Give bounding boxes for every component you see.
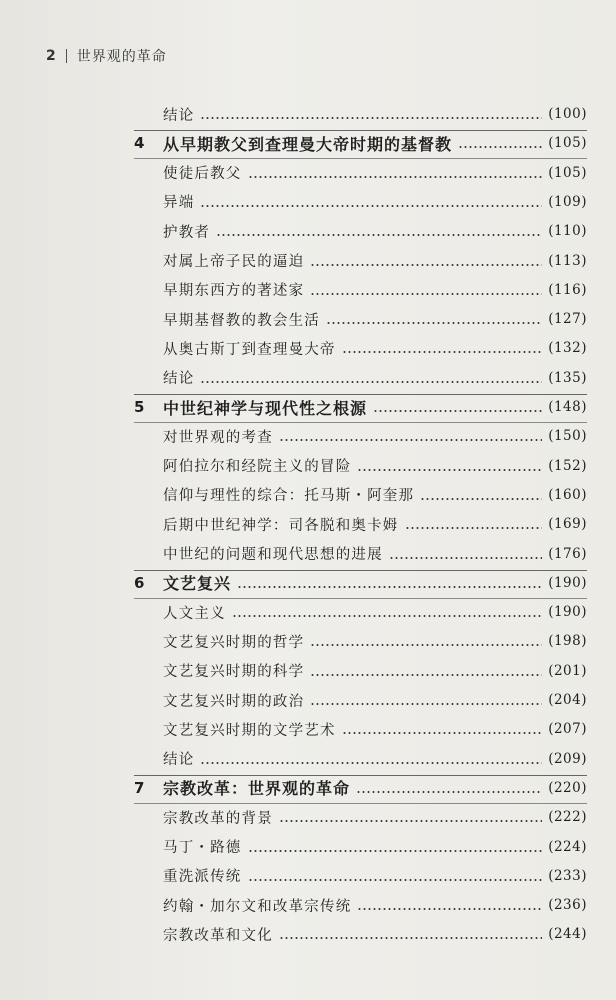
toc-section-entry xyxy=(163,364,587,392)
toc-entry-title: 文艺复兴时期的科学 xyxy=(163,664,305,681)
toc-section-entry xyxy=(163,920,587,948)
toc-section-entry xyxy=(163,510,587,538)
toc-entry-title: 异端 xyxy=(163,195,195,212)
dot-leader xyxy=(248,176,543,178)
toc-entry-page: (244) xyxy=(548,926,587,943)
toc-entry-title: 中世纪的问题和现代思想的进展 xyxy=(163,547,383,563)
toc-section-entry xyxy=(163,188,587,216)
toc-section-entry xyxy=(163,598,587,626)
toc-section-entry xyxy=(163,452,587,480)
header-book-title: 世界观的革命 xyxy=(76,49,167,65)
toc-entry-title: 约翰・加尔文和改革宗传统 xyxy=(163,898,352,915)
toc-entry-title: 从奥古斯丁到查理曼大帝 xyxy=(163,341,336,358)
toc-chapter-entry xyxy=(134,774,587,802)
chapter-number: 6 xyxy=(134,573,146,592)
toc-section-entry xyxy=(163,305,587,333)
toc-entry-page: (105) xyxy=(548,135,587,152)
toc-section-entry xyxy=(163,891,587,919)
toc-section-entry xyxy=(163,100,587,128)
dot-leader xyxy=(310,644,542,646)
toc-entry-title: 信仰与理性的综合：托马斯・阿奎那 xyxy=(163,488,415,505)
toc-entry-page: (236) xyxy=(548,897,587,914)
dot-leader xyxy=(237,586,542,588)
toc-chapter-entry xyxy=(134,393,587,421)
toc-entry-page: (169) xyxy=(548,516,587,533)
toc-entry-title: 文艺复兴时期的文学艺术 xyxy=(163,722,336,739)
dot-leader xyxy=(357,469,542,471)
toc-section-entry xyxy=(163,657,587,685)
dot-leader xyxy=(310,703,542,705)
toc-section-entry xyxy=(163,247,587,275)
toc-section-entry xyxy=(163,715,587,743)
running-header xyxy=(46,44,167,68)
dot-leader xyxy=(458,146,542,148)
toc-entry-page: (190) xyxy=(548,574,587,591)
dot-leader xyxy=(405,527,543,529)
dot-leader xyxy=(248,850,543,852)
toc-entry-page: (127) xyxy=(548,311,587,328)
toc-entry-page: (233) xyxy=(548,867,587,884)
toc-section-entry xyxy=(163,862,587,890)
toc-entry-page: (100) xyxy=(548,106,587,122)
dot-leader xyxy=(200,762,542,764)
toc-entry-page: (116) xyxy=(548,281,587,298)
toc-entry-title: 马丁・路德 xyxy=(163,840,242,856)
dot-leader xyxy=(357,908,542,910)
chapter-number: 7 xyxy=(134,778,146,797)
toc-entry-page: (152) xyxy=(548,457,587,474)
toc-entry-page: (220) xyxy=(548,779,587,796)
toc-section-entry xyxy=(163,217,587,245)
dot-leader xyxy=(200,205,542,207)
toc-entry-title: 使徒后教父 xyxy=(163,166,242,183)
toc-section-entry xyxy=(163,745,587,773)
toc-entry-title: 护教者 xyxy=(163,224,211,241)
toc-entry-title: 重洗派传统 xyxy=(163,869,242,886)
toc-chapter-entry xyxy=(134,129,587,157)
header-separator xyxy=(66,49,67,63)
toc-section-entry xyxy=(163,540,587,568)
dot-leader xyxy=(232,615,542,617)
toc-section-entry xyxy=(163,334,587,362)
toc-section-entry xyxy=(163,627,587,655)
dot-leader xyxy=(200,381,542,383)
dot-leader xyxy=(200,117,542,119)
dot-leader xyxy=(310,674,542,676)
chapter-number: 5 xyxy=(134,398,146,416)
toc-entry-title: 从早期教父到查理曼大帝时期的基督教 xyxy=(163,134,453,154)
toc-section-entry xyxy=(163,422,587,450)
toc-section-entry xyxy=(163,686,587,714)
dot-leader xyxy=(373,410,542,412)
dot-leader xyxy=(389,557,542,559)
chapter-number: 4 xyxy=(134,134,146,153)
toc-entry-page: (105) xyxy=(548,164,587,181)
toc-entry-title: 人文主义 xyxy=(163,605,226,622)
dot-leader xyxy=(279,937,542,939)
dot-leader xyxy=(310,293,542,295)
toc-entry-title: 结论 xyxy=(163,752,195,769)
toc-entry-page: (190) xyxy=(548,604,587,621)
toc-entry-title: 文艺复兴时期的哲学 xyxy=(163,634,305,651)
toc-entry-page: (176) xyxy=(548,545,587,562)
dot-leader xyxy=(279,439,542,441)
toc-entry-page: (160) xyxy=(548,486,587,503)
toc-entry-page: (150) xyxy=(548,428,587,445)
toc-entry-title: 宗教改革和文化 xyxy=(163,927,273,944)
toc-section-entry xyxy=(163,833,587,861)
toc-entry-title: 结论 xyxy=(163,107,195,124)
dot-leader xyxy=(248,879,543,881)
dot-leader xyxy=(279,820,542,822)
toc-entry-page: (209) xyxy=(548,750,587,767)
dot-leader xyxy=(342,351,542,353)
toc-section-entry xyxy=(163,276,587,304)
toc-entry-page: (207) xyxy=(548,721,587,738)
toc-entry-title: 宗教改革的背景 xyxy=(163,810,273,827)
dot-leader xyxy=(342,732,542,734)
toc-entry-title: 后期中世纪神学：司各脱和奥卡姆 xyxy=(163,517,399,534)
toc-entry-title: 早期东西方的著述家 xyxy=(163,283,305,300)
dot-leader xyxy=(356,791,542,793)
toc-entry-page: (201) xyxy=(548,662,587,679)
toc-section-entry xyxy=(163,803,587,831)
toc-entry-page: (148) xyxy=(548,399,587,415)
toc-entry-title: 阿伯拉尔和经院主义的冒险 xyxy=(163,459,352,476)
toc-entry-page: (222) xyxy=(548,809,587,826)
toc-entry-title: 对属上帝子民的逼迫 xyxy=(163,254,305,270)
toc-entry-page: (109) xyxy=(548,193,587,210)
toc-entry-title: 文艺复兴时期的政治 xyxy=(163,693,305,710)
toc-entry-page: (132) xyxy=(548,340,587,357)
toc-entry-page: (198) xyxy=(548,633,587,650)
dot-leader xyxy=(326,322,542,324)
dot-leader xyxy=(216,234,542,236)
toc-entry-page: (224) xyxy=(548,838,587,855)
dot-leader xyxy=(310,264,542,266)
header-page-number: 2 xyxy=(46,48,56,64)
dot-leader xyxy=(420,498,542,500)
toc-entry-title: 宗教改革：世界观的革命 xyxy=(163,779,351,799)
toc-entry-title: 结论 xyxy=(163,371,195,388)
toc-section-entry xyxy=(163,159,587,187)
toc-entry-page: (135) xyxy=(548,369,587,386)
toc-entry-page: (113) xyxy=(548,252,587,269)
toc-entry-page: (204) xyxy=(548,692,587,708)
toc-section-entry xyxy=(163,481,587,509)
toc-entry-page: (110) xyxy=(548,223,587,240)
toc-entry-title: 对世界观的考查 xyxy=(163,429,273,446)
toc-chapter-entry xyxy=(134,569,587,597)
toc-entry-title: 中世纪神学与现代性之根源 xyxy=(163,398,368,418)
toc-entry-title: 早期基督教的教会生活 xyxy=(163,312,320,329)
toc-entry-title: 文艺复兴 xyxy=(163,574,232,594)
